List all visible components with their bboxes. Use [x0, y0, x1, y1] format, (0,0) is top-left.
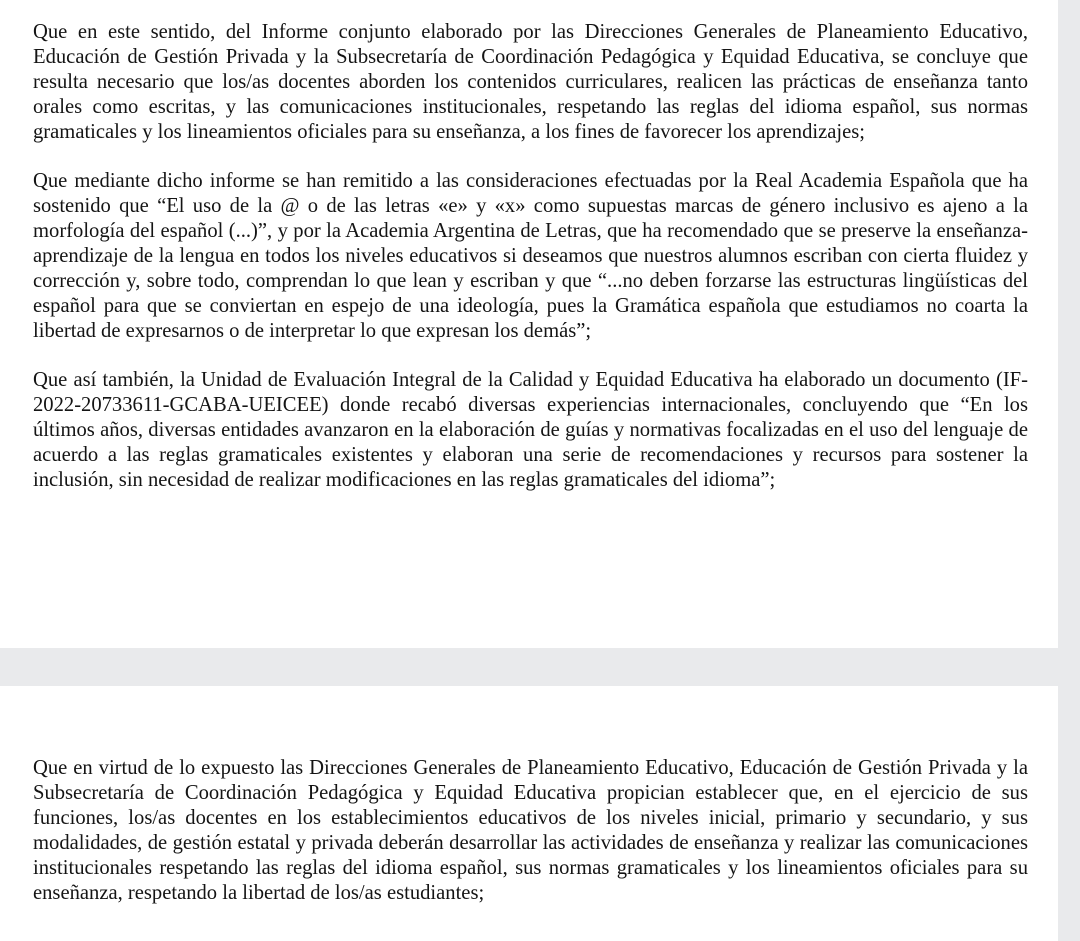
paragraph-unidad-evaluacion: Que así también, la Unidad de Evaluación Integral de la Calidad y Equidad Educativa ha elaborado un documento (IF-2022-20733611-GCABA-UEICEE) donde recabó diversas experiencias internacionales, concluyendo que “En los últimos años, diversas entidades avanzaron en la elaboración de guías y normativas focalizadas en el uso del lenguaje de acuerdo a las reglas gramaticales existentes y elaboran una serie de recomendaciones y recursos para sostener la inclusión, sin necesidad de realizar modificaciones en las reglas gramaticales del idioma”; — [33, 369, 1028, 491]
paragraph-real-academia: Que mediante dicho informe se han remitido a las consideraciones efectuadas por la Real Academia Española que ha sostenido que “El uso de la @ o de las letras «e» y «x» como supuestas marcas de género inclusivo es ajeno a la morfología del español (...)”, y por la Academia Argentina de Letras, que ha recomendado que se preserve la enseñanza-aprendizaje de la lengua en todos los niveles educativos si deseamos que nuestros alumnos escriban con cierta fluidez y corrección y, sobre todo, comprendan lo que lean y escriban y que “...no deben forzarse las estructuras lingüísticas del español para que se conviertan en espejo de una ideología, pues la Gramática española que estudiamos no coarta la libertad de expresarnos o de interpretar lo que expresan los demás”; — [33, 170, 1028, 342]
paragraph-en-virtud: Que en virtud de lo expuesto las Direcciones Generales de Planeamiento Educativo, Educación de Gestión Privada y la Subsecretaría de Coordinación Pedagógica y Equidad Educativa propician establecer que, en el ejercicio de sus funciones, los/as docentes en los establecimientos educativos de los niveles inicial, primario y secundario, y sus modalidades, de gestión estatal y privada deberán desarrollar las actividades de enseñanza y realizar las comunicaciones institucionales respetando las reglas del idioma español, sus normas gramaticales y los lineamientos oficiales para su enseñanza, respetando la libertad de los/as estudiantes; — [33, 757, 1028, 904]
document-page-2 — [0, 686, 1058, 941]
paragraph-informe-conjunto: Que en este sentido, del Informe conjunto elaborado por las Direcciones Generales de Planeamiento Educativo, Educación de Gestión Privada y la Subsecretaría de Coordinación Pedagógica y Equidad Educativa, se concluye que resulta necesario que los/as docentes aborden los contenidos curriculares, realicen las prácticas de enseñanza tanto orales como escritas, y las comunicaciones institucionales, respetando las reglas del idioma español, sus normas gramaticales y los lineamientos oficiales para su enseñanza, a los fines de favorecer los aprendizajes; — [33, 21, 1028, 143]
